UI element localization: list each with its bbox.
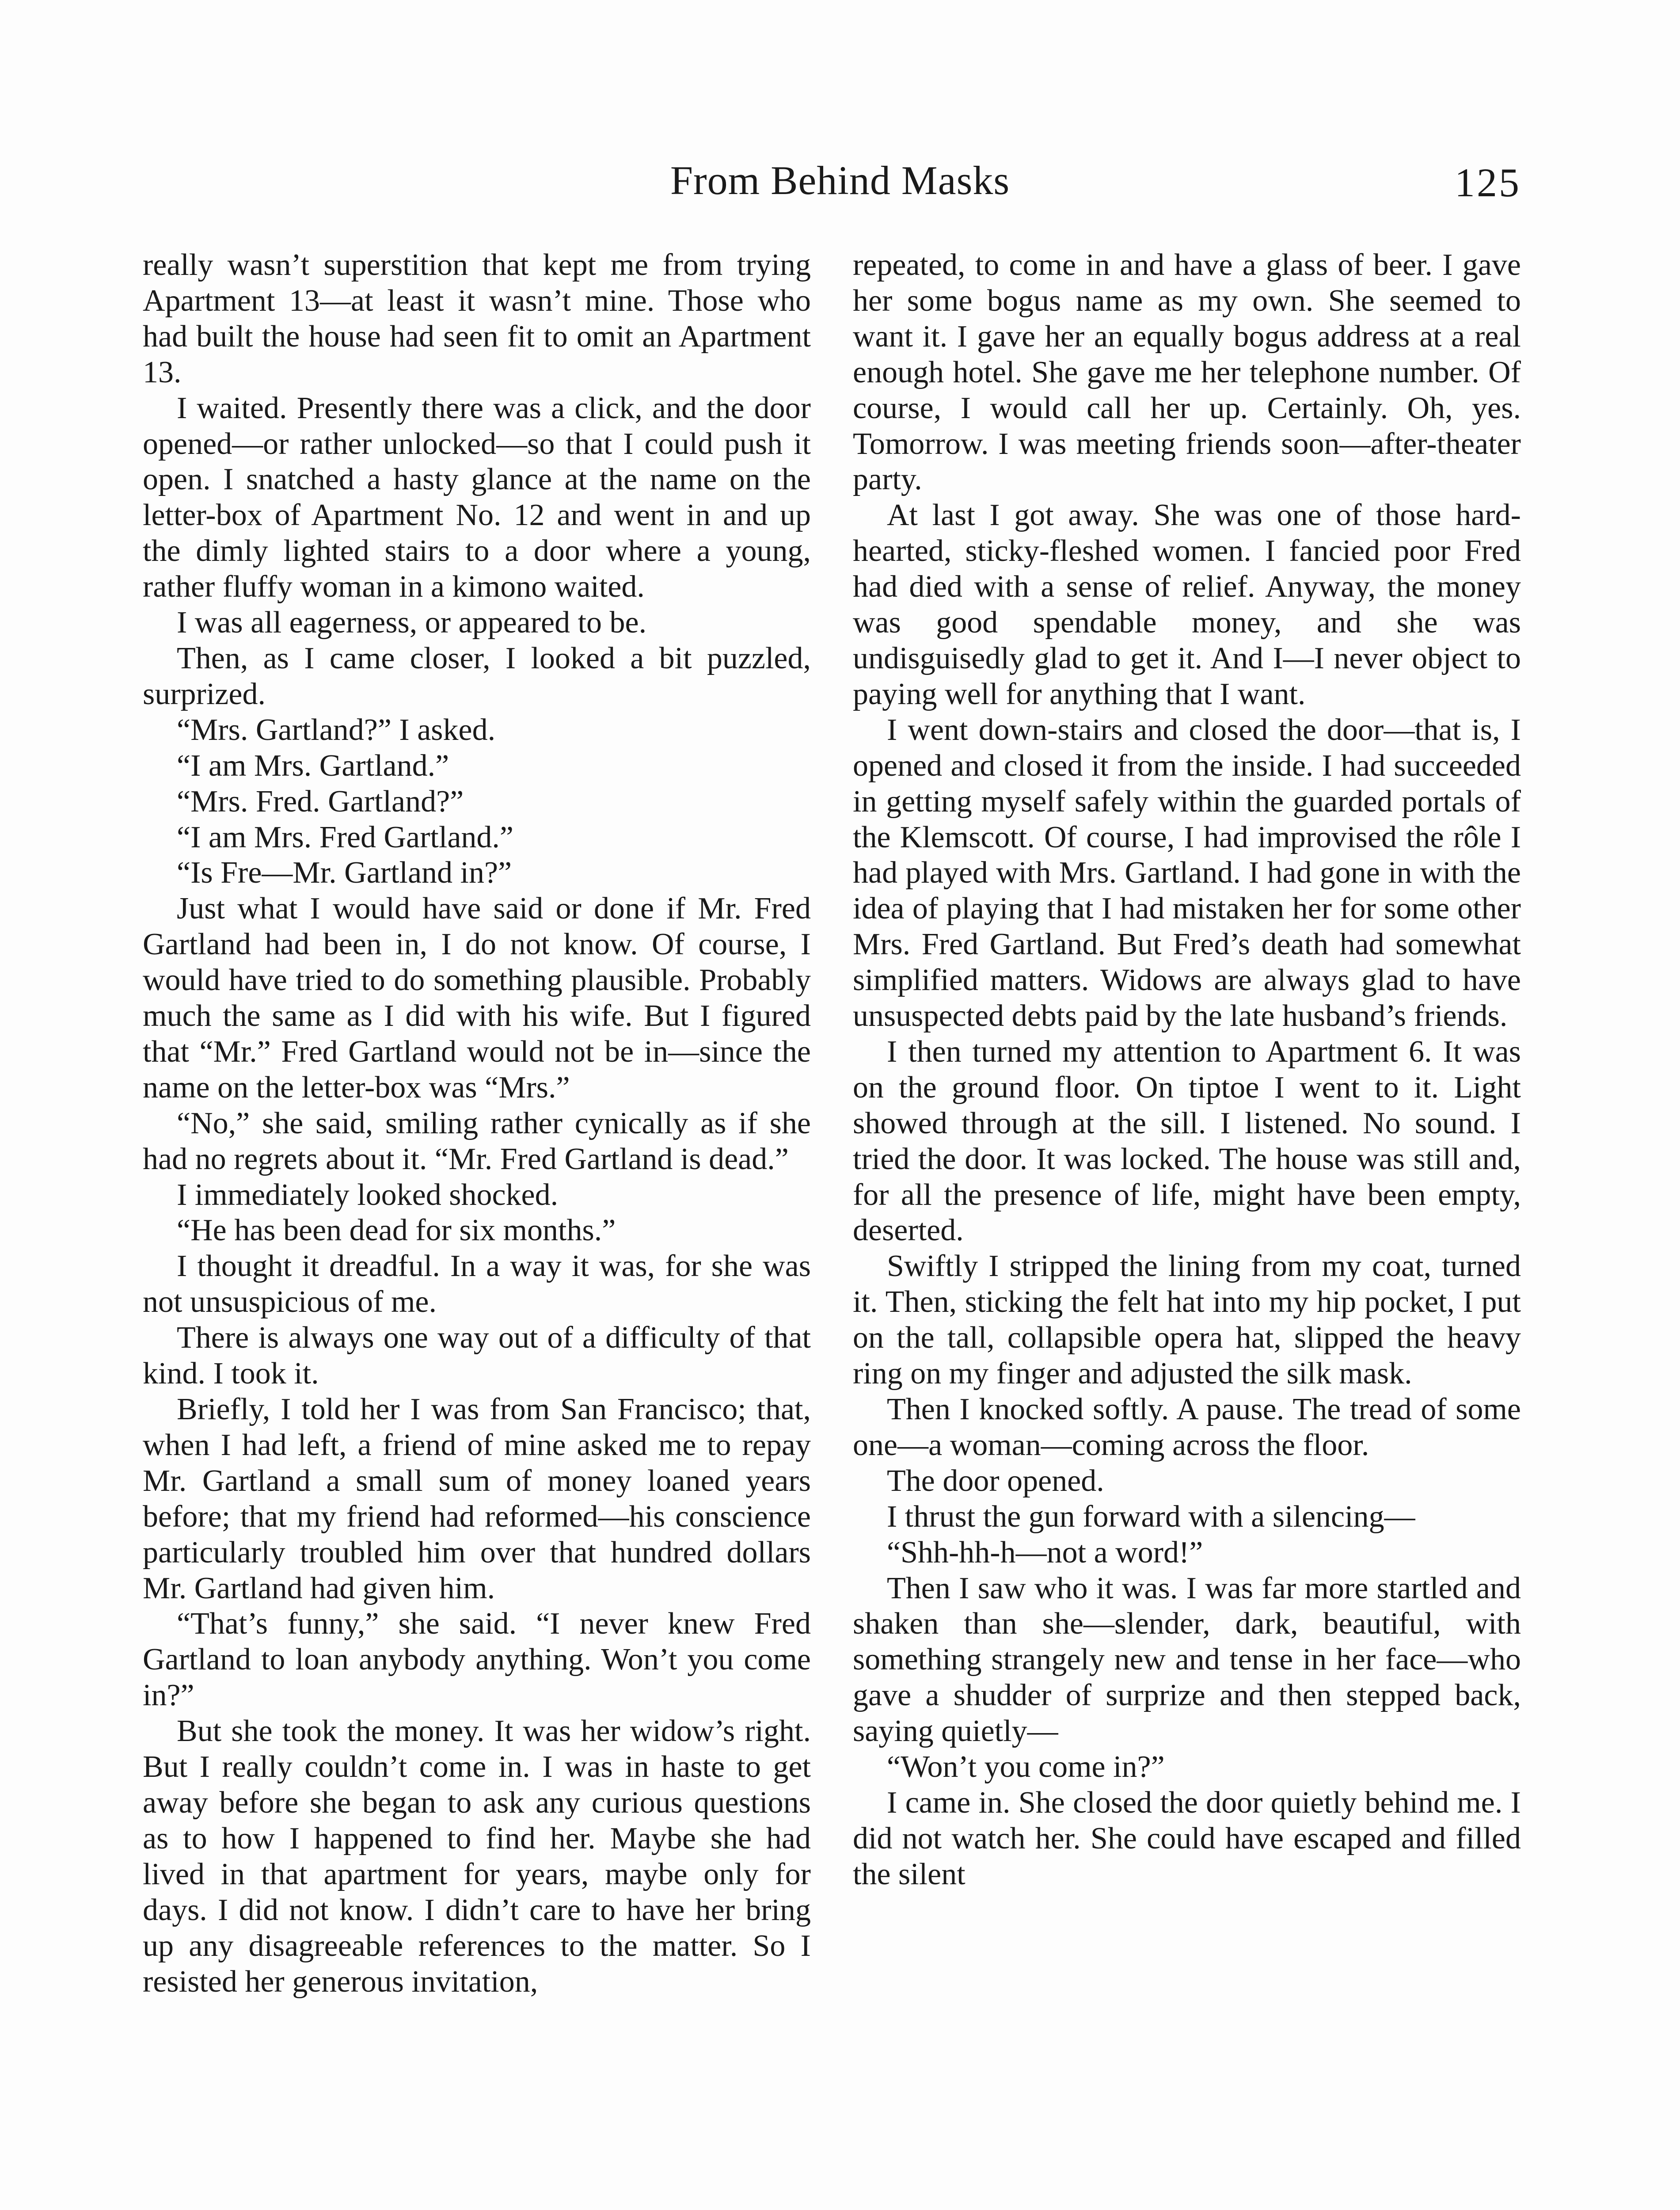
right-column: [853, 248, 1521, 1893]
paragraph: “Mrs. Fred. Gartland?”: [177, 784, 464, 819]
paragraph: “Mrs. Gartland?” I asked.: [177, 713, 496, 747]
paragraph: But she took the money. It was her widow’s right. But I really couldn’t come in. I was in haste to get away before she began to ask any curious questions as to how I happened to find her. Maybe she had lived in that apartment for years, maybe only for days. I did not know. I didn’t care to have her bring up any disagreeable references to the matter. So I resisted her generous invitation,: [143, 1714, 811, 1999]
paragraph: I then turned my attention to Apartment 6. It was on the ground floor. On tiptoe I went to it. Light showed through at the sill. I listened. No sound. I tried the door. It was locked. The house was still and, for all the presence of life, might have been empty, deserted.: [853, 1034, 1521, 1248]
paragraph: “That’s funny,” she said. “I never knew Fred Gartland to loan anybody anything. Won’t you come in?”: [143, 1607, 811, 1713]
left-column: [143, 248, 811, 2000]
paragraph: Briefly, I told her I was from San Francisco; that, when I had left, a friend of mine asked me to repay Mr. Gartland a small sum of money loaned years before; that my friend had reformed—his conscience particularly troubled him over that hundred dollars Mr. Gartland had given him.: [143, 1392, 811, 1605]
paragraph: I thrust the gun forward with a silencing—: [887, 1499, 1415, 1534]
paragraph: “He has been dead for six months.”: [177, 1213, 616, 1248]
paragraph: “Is Fre—Mr. Gartland in?”: [177, 856, 512, 890]
paragraph: “Won’t you come in?”: [887, 1750, 1165, 1784]
paragraph: There is always one way out of a difficulty of that kind. I took it.: [143, 1321, 811, 1391]
paragraph: I immediately looked shocked.: [177, 1177, 559, 1212]
paragraph: Swiftly I stripped the lining from my coat, turned it. Then, sticking the felt hat into my hip pocket, I put on the tall, collapsible opera hat, slipped the heavy ring on my finger and adjusted the silk mask.: [853, 1249, 1521, 1391]
page-number: 125: [1455, 160, 1521, 205]
paragraph: I thought it dreadful. In a way it was, for she was not unsuspicious of me.: [143, 1249, 811, 1319]
paragraph: I was all eagerness, or appeared to be.: [177, 606, 647, 640]
paragraph: I came in. She closed the door quietly behind me. I did not watch her. She could have escaped and filled the silent: [853, 1785, 1521, 1891]
running-title: From Behind Masks: [670, 158, 1010, 203]
paragraph: Then, as I came closer, I looked a bit puzzled, surprized.: [143, 641, 811, 711]
paragraph: I waited. Presently there was a click, and the door opened—or rather unlocked—so that I could push it open. I snatched a hasty glance at the name on the letter-box of Apartment No. 12 and went in and up the dimly lighted stairs to a door where a young, rather fluffy woman in a kimono waited.: [143, 391, 811, 604]
paragraph: Just what I would have said or done if Mr. Fred Gartland had been in, I do not know. Of course, I would have tried to do something plausible. Probably much the same as I did with his wife. But I figured that “Mr.” Fred Gartland would not be in—since the name on the letter-box was “Mrs.”: [143, 892, 811, 1105]
paragraph: really wasn’t superstition that kept me from trying Apartment 13—at least it wasn’t mine. Those who had built the house had seen fit to omit an Apartment 13.: [143, 248, 811, 389]
paragraph: “Shh-hh-h—not a word!”: [887, 1535, 1203, 1570]
paragraph: Then I knocked softly. A pause. The tread of some one—a woman—coming across the floor.: [853, 1392, 1521, 1462]
paragraph: “No,” she said, smiling rather cynically as if she had no regrets about it. “Mr. Fred Gartland is dead.”: [143, 1106, 811, 1176]
paragraph: I went down-stairs and closed the door—that is, I opened and closed it from the inside. I had succeeded in getting myself safely within the guarded portals of the Klemscott. Of course, I had improvised the rôle I had played with Mrs. Gartland. I had gone in with the idea of playing that I had mistaken her for some other Mrs. Fred Gartland. But Fred’s death had somewhat simplified matters. Widows are always glad to have unsuspected debts paid by the late husband’s friends.: [853, 713, 1521, 1033]
paragraph: Then I saw who it was. I was far more startled and shaken than she—slender, dark, beautiful, with something strangely new and tense in her face—who gave a shudder of surprize and then stepped back, saying quietly—: [853, 1571, 1521, 1749]
paragraph: “I am Mrs. Gartland.”: [177, 748, 449, 783]
paragraph: repeated, to come in and have a glass of beer. I gave her some bogus name as my own. She seemed to want it. I gave her an equally bogus address at a real enough hotel. She gave me her telephone number. Of course, I would call her up. Certainly. Oh, yes. Tomorrow. I was meeting friends soon—after-theater party.: [853, 248, 1521, 497]
paragraph: At last I got away. She was one of those hard-hearted, sticky-fleshed women. I fancied poor Fred had died with a sense of relief. Anyway, the money was good spendable money, and she was undisguisedly glad to get it. And I—I never object to paying well for anything that I want.: [853, 498, 1521, 711]
paragraph: “I am Mrs. Fred Gartland.”: [177, 820, 513, 854]
paragraph: The door opened.: [887, 1463, 1104, 1498]
